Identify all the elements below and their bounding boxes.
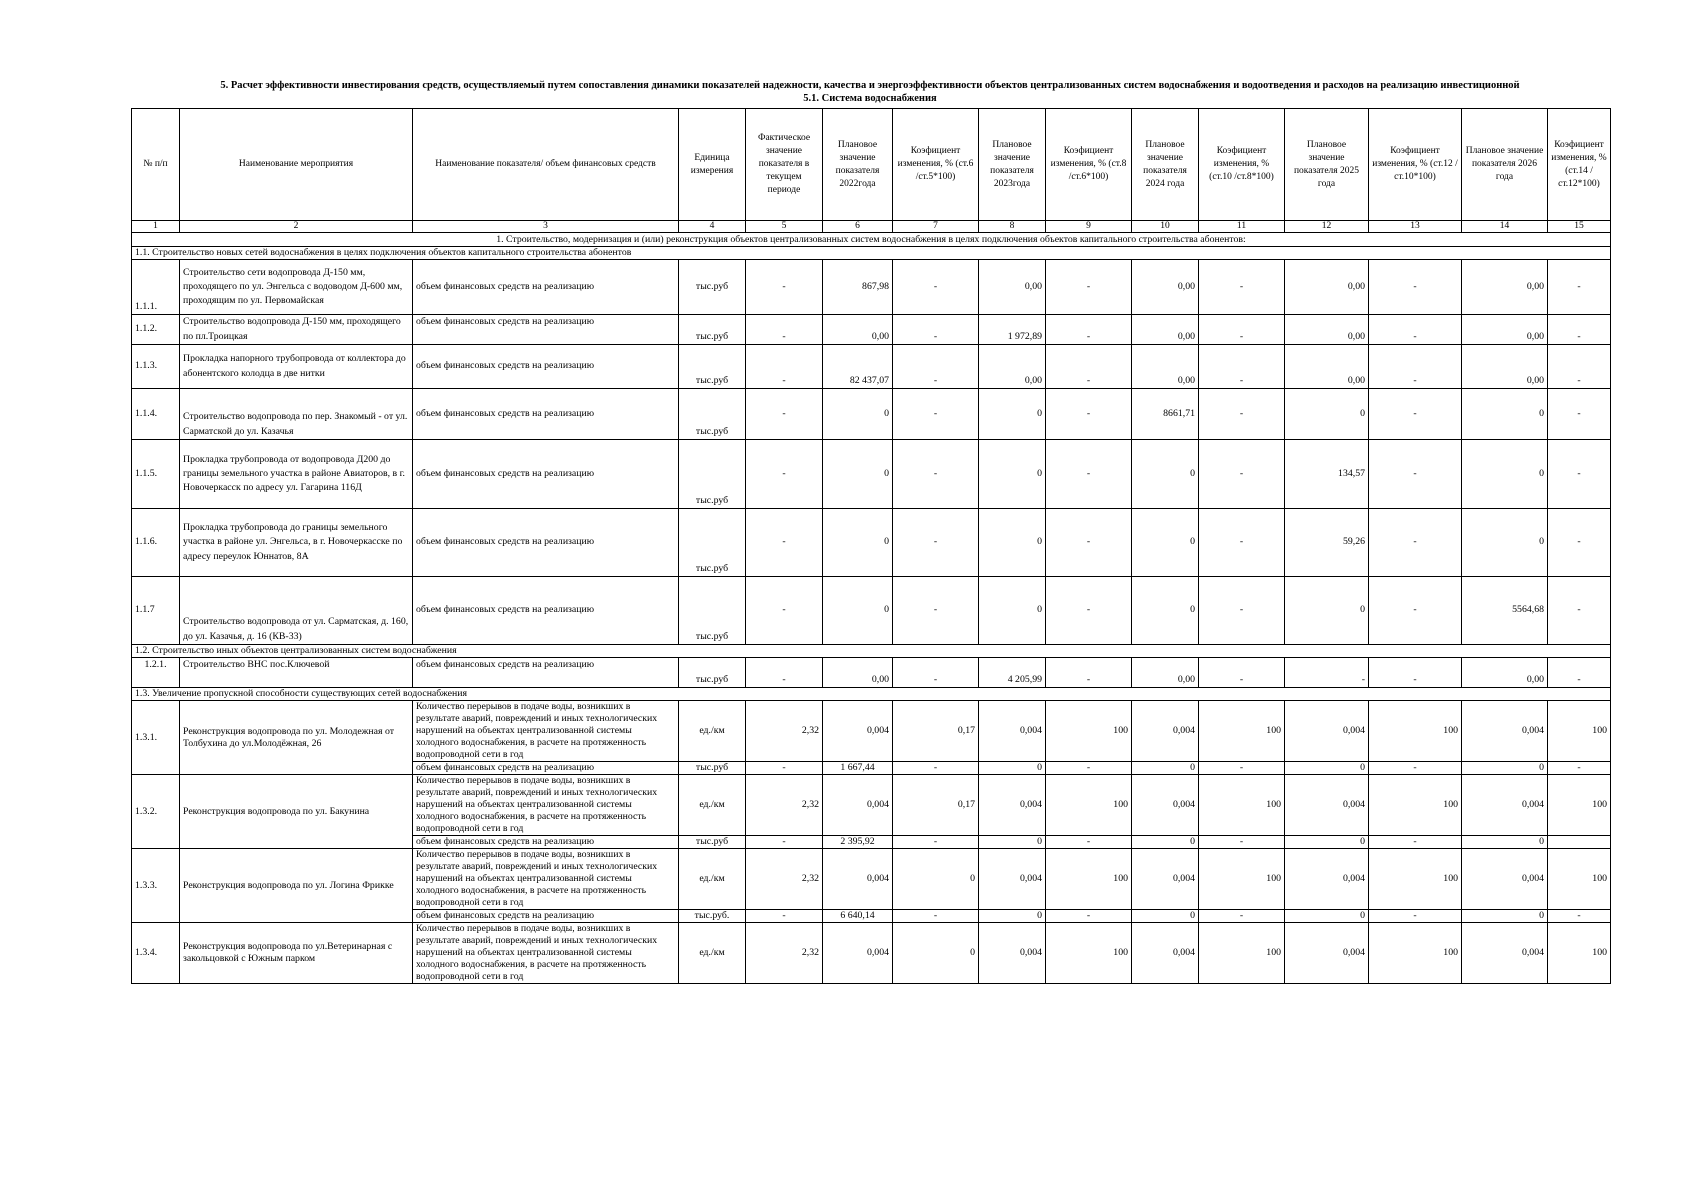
header-cell-11: Коэфициент изменения, % (ст.10 /ст.8*100) xyxy=(1199,109,1285,221)
indicator-name: Количество перерывов в подаче воды, возникших в результате аварий, повреждений и иных технологических нарушений на объектах централизованной системы холодного водоснабжения, в расчете на протяженность водопроводной сети в год xyxy=(413,775,679,836)
value-cell: 134,57 xyxy=(1285,440,1369,509)
indicator-name: объем финансовых средств на реализацию xyxy=(413,509,679,577)
value-cell: - xyxy=(1548,345,1611,389)
value-cell: 0 xyxy=(979,577,1046,645)
unit-cell: ед./км xyxy=(679,923,746,984)
unit-cell: тыс.руб xyxy=(679,762,746,775)
row-number: 1.3.1. xyxy=(132,701,180,775)
value-cell: 0 xyxy=(979,440,1046,509)
col-num: 11 xyxy=(1199,221,1285,233)
value-cell: - xyxy=(1548,440,1611,509)
value-cell: 8661,71 xyxy=(1132,389,1199,440)
value-cell: 0,004 xyxy=(1462,701,1548,762)
value-cell: - xyxy=(1548,315,1611,345)
value-cell: 0,00 xyxy=(1132,658,1199,688)
value-cell: - xyxy=(1548,910,1611,923)
value-cell: 0,004 xyxy=(979,849,1046,910)
header-cell-9: Коэфициент изменения, % (ст.8 /ст.6*100) xyxy=(1046,109,1132,221)
efficiency-table xyxy=(131,108,1611,984)
value-cell: 0,00 xyxy=(979,260,1046,315)
value-cell: - xyxy=(1199,762,1285,775)
measure-name: Прокладка напорного трубопровода от коллектора до абонентского колодца в две нитки xyxy=(180,345,413,389)
unit-cell: тыс.руб xyxy=(679,577,746,645)
value-cell: 0,00 xyxy=(979,345,1046,389)
unit-cell: ед./км xyxy=(679,775,746,836)
table-row xyxy=(132,345,1611,389)
value-cell: 0 xyxy=(979,389,1046,440)
value-cell: - xyxy=(1199,389,1285,440)
value-cell: 0,004 xyxy=(1285,775,1369,836)
unit-cell: тыс.руб. xyxy=(679,910,746,923)
unit-cell: тыс.руб xyxy=(679,658,746,688)
value-cell: 100 xyxy=(1548,775,1611,836)
value-cell: - xyxy=(1548,389,1611,440)
value-cell: - xyxy=(893,260,979,315)
table-row xyxy=(132,577,1611,645)
row-number: 1.1.4. xyxy=(132,389,180,440)
value-cell: - xyxy=(1548,577,1611,645)
unit-cell: тыс.руб xyxy=(679,345,746,389)
value-cell: - xyxy=(1369,345,1462,389)
value-cell: - xyxy=(893,658,979,688)
value-cell: - xyxy=(1046,509,1132,577)
table-row xyxy=(132,440,1611,509)
value-cell: 100 xyxy=(1548,701,1611,762)
value-cell: - xyxy=(746,345,823,389)
indicator-name: объем финансовых средств на реализацию xyxy=(413,260,679,315)
measure-name: Строительство водопровода Д-150 мм, проходящего по пл.Троицкая xyxy=(180,315,413,345)
value-cell: - xyxy=(746,836,823,849)
value-cell: 0 xyxy=(979,509,1046,577)
col-num: 15 xyxy=(1548,221,1611,233)
value-cell: 0,004 xyxy=(1462,923,1548,984)
value-cell: - xyxy=(1046,389,1132,440)
value-cell: 2,32 xyxy=(746,775,823,836)
value-cell: 82 437,07 xyxy=(823,345,893,389)
section-row xyxy=(132,233,1611,247)
col-num: 7 xyxy=(893,221,979,233)
value-cell: - xyxy=(1369,658,1462,688)
value-cell: 100 xyxy=(1369,775,1462,836)
unit-cell: тыс.руб xyxy=(679,440,746,509)
measure-name: Прокладка трубопровода от водопровода Д200 до границы земельного участка в районе Авиаторов, в г. Новочеркасск по адресу ул. Гагарина 116Д xyxy=(180,440,413,509)
value-cell: - xyxy=(1199,440,1285,509)
value-cell: 59,26 xyxy=(1285,509,1369,577)
value-cell: - xyxy=(1548,260,1611,315)
value-cell: 0,17 xyxy=(893,775,979,836)
header-cell-4: Единица измерения xyxy=(679,109,746,221)
row-number: 1.3.3. xyxy=(132,849,180,923)
value-cell: - xyxy=(1199,260,1285,315)
unit-cell: тыс.руб xyxy=(679,509,746,577)
value-cell: 0 xyxy=(979,910,1046,923)
header-cell-13: Коэфициент изменения, % (ст.12 /ст.10*100) xyxy=(1369,109,1462,221)
value-cell: 0 xyxy=(823,509,893,577)
value-cell: 0,004 xyxy=(1462,775,1548,836)
value-cell: - xyxy=(746,389,823,440)
value-cell: - xyxy=(1369,315,1462,345)
table-row xyxy=(132,509,1611,577)
table-row xyxy=(132,260,1611,315)
value-cell: - xyxy=(893,389,979,440)
unit-cell: ед./км xyxy=(679,849,746,910)
value-cell: - xyxy=(1369,577,1462,645)
value-cell: 0 xyxy=(823,577,893,645)
value-cell: 100 xyxy=(1046,775,1132,836)
value-cell: 2,32 xyxy=(746,849,823,910)
row-number: 1.1.3. xyxy=(132,345,180,389)
col-num: 5 xyxy=(746,221,823,233)
value-cell: 100 xyxy=(1199,701,1285,762)
value-cell: 100 xyxy=(1046,923,1132,984)
value-cell: 0,004 xyxy=(1285,923,1369,984)
value-cell: 0 xyxy=(1132,577,1199,645)
col-num: 1 xyxy=(132,221,180,233)
value-cell: - xyxy=(1369,440,1462,509)
column-number-row xyxy=(132,221,1611,233)
value-cell: 0,00 xyxy=(1462,658,1548,688)
value-cell: 0,17 xyxy=(893,701,979,762)
header-row xyxy=(132,109,1611,221)
value-cell: - xyxy=(893,910,979,923)
value-cell: 0 xyxy=(1132,440,1199,509)
value-cell: 0 xyxy=(1285,389,1369,440)
value-cell: 0 xyxy=(1132,509,1199,577)
value-cell: 0 xyxy=(979,836,1046,849)
col-num: 13 xyxy=(1369,221,1462,233)
value-cell: - xyxy=(746,658,823,688)
value-cell: 6 640,14 xyxy=(823,910,893,923)
value-cell: - xyxy=(893,440,979,509)
value-cell: 0,004 xyxy=(1132,701,1199,762)
row-number: 1.3.2. xyxy=(132,775,180,849)
value-cell: 0,00 xyxy=(823,315,893,345)
value-cell: 100 xyxy=(1548,923,1611,984)
value-cell: - xyxy=(1046,658,1132,688)
table-row xyxy=(132,315,1611,345)
value-cell: - xyxy=(746,260,823,315)
value-cell: 100 xyxy=(1199,775,1285,836)
unit-cell: тыс.руб xyxy=(679,315,746,345)
row-number: 1.1.5. xyxy=(132,440,180,509)
value-cell: 0 xyxy=(1285,762,1369,775)
value-cell: 0,004 xyxy=(823,775,893,836)
value-cell: - xyxy=(746,910,823,923)
value-cell: 0,00 xyxy=(823,658,893,688)
value-cell: 0 xyxy=(1285,836,1369,849)
value-cell: 0,004 xyxy=(1132,775,1199,836)
value-cell: 100 xyxy=(1199,923,1285,984)
indicator-name: объем финансовых средств на реализацию xyxy=(413,836,679,849)
value-cell xyxy=(1548,836,1611,849)
value-cell: - xyxy=(1548,509,1611,577)
indicator-name: объем финансовых средств на реализацию xyxy=(413,440,679,509)
table-row xyxy=(132,389,1611,440)
row-number: 1.1.6. xyxy=(132,509,180,577)
row-number: 1.2.1. xyxy=(132,658,180,688)
row-number: 1.1.7 xyxy=(132,577,180,645)
page-subtitle: 5.1. Система водоснабжения xyxy=(803,93,937,104)
indicator-name: объем финансовых средств на реализацию xyxy=(413,762,679,775)
value-cell: - xyxy=(893,577,979,645)
table-row xyxy=(132,701,1611,762)
value-cell: - xyxy=(1199,658,1285,688)
value-cell: 1 667,44 xyxy=(823,762,893,775)
row-number: 1.3.4. xyxy=(132,923,180,984)
value-cell: 0 xyxy=(823,389,893,440)
measure-name: Реконструкция водопровода по ул. Молодежная от Толбухина до ул.Молодёжная, 26 xyxy=(180,701,413,775)
header-cell-6: Плановое значение показателя 2022года xyxy=(823,109,893,221)
unit-cell: тыс.руб xyxy=(679,260,746,315)
value-cell: 4 205,99 xyxy=(979,658,1046,688)
value-cell: - xyxy=(1046,260,1132,315)
value-cell: 0 xyxy=(979,762,1046,775)
header-cell-3: Наименование показателя/ объем финансовых средств xyxy=(413,109,679,221)
value-cell: - xyxy=(1046,315,1132,345)
value-cell: - xyxy=(746,440,823,509)
value-cell: - xyxy=(1369,509,1462,577)
value-cell: 0,004 xyxy=(979,775,1046,836)
value-cell: - xyxy=(1369,910,1462,923)
value-cell: 0 xyxy=(1462,509,1548,577)
value-cell: 0,00 xyxy=(1132,315,1199,345)
value-cell: 867,98 xyxy=(823,260,893,315)
value-cell: 0,004 xyxy=(1132,849,1199,910)
section-heading: 1. Строительство, модернизация и (или) реконструкция объектов централизованных систем водоснабжения в целях подключения объектов капитального строительства абонентов: xyxy=(132,233,1611,247)
value-cell: - xyxy=(1369,389,1462,440)
value-cell: 0,004 xyxy=(823,701,893,762)
value-cell: 0,004 xyxy=(1285,849,1369,910)
value-cell: - xyxy=(893,509,979,577)
col-num: 2 xyxy=(180,221,413,233)
value-cell: - xyxy=(1548,762,1611,775)
unit-cell: тыс.руб xyxy=(679,389,746,440)
value-cell: - xyxy=(1548,658,1611,688)
indicator-name: Количество перерывов в подаче воды, возникших в результате аварий, повреждений и иных технологических нарушений на объектах централизованной системы холодного водоснабжения, в расчете на протяженность водопроводной сети в год xyxy=(413,701,679,762)
value-cell: 100 xyxy=(1369,701,1462,762)
value-cell: - xyxy=(1046,440,1132,509)
value-cell: 2 395,92 xyxy=(823,836,893,849)
measure-name: Реконструкция водопровода по ул. Бакунина xyxy=(180,775,413,849)
value-cell: 100 xyxy=(1046,701,1132,762)
header-cell-8: Плановое значение показателя 2023года xyxy=(979,109,1046,221)
header-cell-2: Наименование мероприятия xyxy=(180,109,413,221)
value-cell: - xyxy=(1046,762,1132,775)
value-cell: 1 972,89 xyxy=(979,315,1046,345)
header-cell-14: Плановое значение показателя 2026 года xyxy=(1462,109,1548,221)
row-number: 1.1.1. xyxy=(132,260,180,315)
header-cell-1: № п/п xyxy=(132,109,180,221)
measure-name: Прокладка трубопровода до границы земельного участка в районе ул. Энгельса, в г. Новочеркасске по адресу переулок Юннатов, 8А xyxy=(180,509,413,577)
value-cell: - xyxy=(1199,836,1285,849)
value-cell: 100 xyxy=(1046,849,1132,910)
value-cell: 0 xyxy=(1285,910,1369,923)
indicator-name: объем финансовых средств на реализацию xyxy=(413,315,679,345)
value-cell: 0,00 xyxy=(1132,260,1199,315)
indicator-name: объем финансовых средств на реализацию xyxy=(413,389,679,440)
value-cell: 2,32 xyxy=(746,701,823,762)
value-cell: 0,004 xyxy=(823,849,893,910)
value-cell: 0 xyxy=(1285,577,1369,645)
value-cell: 0,00 xyxy=(1462,315,1548,345)
value-cell: - xyxy=(893,345,979,389)
value-cell: - xyxy=(746,315,823,345)
measure-name: Строительство водопровода от ул. Сарматская, д. 160, до ул. Казачья, д. 16 (КВ-33) xyxy=(180,577,413,645)
subsection-heading: 1.1. Строительство новых сетей водоснабжения в целях подключения объектов капитального строительства абонентов xyxy=(132,247,1611,260)
value-cell: 0,00 xyxy=(1285,345,1369,389)
value-cell: - xyxy=(1369,260,1462,315)
col-num: 9 xyxy=(1046,221,1132,233)
value-cell: - xyxy=(1046,910,1132,923)
header-cell-15: Коэфициент изменения, % (ст.14 /ст.12*100) xyxy=(1548,109,1611,221)
indicator-name: объем финансовых средств на реализацию xyxy=(413,345,679,389)
value-cell: 0,00 xyxy=(1132,345,1199,389)
value-cell: - xyxy=(1199,509,1285,577)
value-cell: - xyxy=(893,836,979,849)
header-cell-10: Плановое значение показателя 2024 года xyxy=(1132,109,1199,221)
value-cell: 0,00 xyxy=(1285,260,1369,315)
indicator-name: объем финансовых средств на реализацию xyxy=(413,658,679,688)
table-row xyxy=(132,658,1611,688)
value-cell: - xyxy=(1199,577,1285,645)
value-cell: - xyxy=(1285,658,1369,688)
value-cell: 0,00 xyxy=(1462,345,1548,389)
subsection-row xyxy=(132,688,1611,701)
col-num: 8 xyxy=(979,221,1046,233)
value-cell: 100 xyxy=(1199,849,1285,910)
value-cell: 0,004 xyxy=(1462,849,1548,910)
value-cell: 0 xyxy=(1462,836,1548,849)
value-cell: 0 xyxy=(1462,440,1548,509)
value-cell: - xyxy=(1199,345,1285,389)
value-cell: 0 xyxy=(1132,910,1199,923)
unit-cell: ед./км xyxy=(679,701,746,762)
value-cell: 0 xyxy=(1462,762,1548,775)
col-num: 10 xyxy=(1132,221,1199,233)
value-cell: 0,00 xyxy=(1462,260,1548,315)
col-num: 4 xyxy=(679,221,746,233)
col-num: 6 xyxy=(823,221,893,233)
measure-name: Строительство ВНС пос.Ключевой xyxy=(180,658,413,688)
subsection-row xyxy=(132,645,1611,658)
value-cell: 0 xyxy=(823,440,893,509)
value-cell: - xyxy=(893,762,979,775)
table-row xyxy=(132,775,1611,836)
value-cell: 0,004 xyxy=(823,923,893,984)
value-cell: 0 xyxy=(1132,762,1199,775)
value-cell: 0 xyxy=(893,849,979,910)
indicator-name: Количество перерывов в подаче воды, возникших в результате аварий, повреждений и иных технологических нарушений на объектах централизованной системы холодного водоснабжения, в расчете на протяженность водопроводной сети в год xyxy=(413,849,679,910)
col-num: 14 xyxy=(1462,221,1548,233)
header-cell-5: Фактическое значение показателя в текущем периоде xyxy=(746,109,823,221)
value-cell: 0,004 xyxy=(1285,701,1369,762)
value-cell: - xyxy=(746,762,823,775)
value-cell: 100 xyxy=(1369,849,1462,910)
row-number: 1.1.2. xyxy=(132,315,180,345)
value-cell: 0 xyxy=(1132,836,1199,849)
value-cell: 5564,68 xyxy=(1462,577,1548,645)
value-cell: 0,004 xyxy=(979,923,1046,984)
value-cell: - xyxy=(1199,315,1285,345)
header-cell-12: Плановое значение показателя 2025 года xyxy=(1285,109,1369,221)
value-cell: 0 xyxy=(1462,910,1548,923)
value-cell: 0,004 xyxy=(979,701,1046,762)
col-num: 3 xyxy=(413,221,679,233)
col-num: 12 xyxy=(1285,221,1369,233)
value-cell: - xyxy=(1046,577,1132,645)
value-cell: 100 xyxy=(1548,849,1611,910)
value-cell: - xyxy=(746,509,823,577)
value-cell: - xyxy=(893,315,979,345)
subsection-row xyxy=(132,247,1611,260)
value-cell: 0 xyxy=(1462,389,1548,440)
header-cell-7: Коэфициент изменения, % (ст.6 /ст.5*100) xyxy=(893,109,979,221)
value-cell: 0,00 xyxy=(1285,315,1369,345)
value-cell: - xyxy=(1046,345,1132,389)
measure-name: Строительство сети водопровода Д-150 мм, проходящего по ул. Энгельса с водоводом Д-600 мм, проходящим по ул. Первомайская xyxy=(180,260,413,315)
measure-name: Реконструкция водопровода по ул. Логина Фрикке xyxy=(180,849,413,923)
unit-cell: тыс.руб xyxy=(679,836,746,849)
value-cell: - xyxy=(746,577,823,645)
indicator-name: объем финансовых средств на реализацию xyxy=(413,577,679,645)
value-cell: 0 xyxy=(893,923,979,984)
value-cell: 2,32 xyxy=(746,923,823,984)
value-cell: - xyxy=(1199,910,1285,923)
table-row xyxy=(132,923,1611,984)
indicator-name: объем финансовых средств на реализацию xyxy=(413,910,679,923)
page-title: 5. Расчет эффективности инвестирования средств, осуществляемый путем сопоставления динамики показателей надежности, качества и энергоэффективности объектов централизованных систем водоснабжения и водоотведения и расходов на реализацию инвестиционной xyxy=(220,80,1520,91)
measure-name: Реконструкция водопровода по ул.Ветеринарная с закольцовкой с Южным парком xyxy=(180,923,413,984)
indicator-name: Количество перерывов в подаче воды, возникших в результате аварий, повреждений и иных технологических нарушений на объектах централизованной системы холодного водоснабжения, в расчете на протяженность водопроводной сети в год xyxy=(413,923,679,984)
value-cell: - xyxy=(1369,762,1462,775)
value-cell: 100 xyxy=(1369,923,1462,984)
subsection-heading: 1.2. Строительство иных объектов централизованных систем водоснабжения xyxy=(132,645,1611,658)
value-cell: - xyxy=(1046,836,1132,849)
value-cell: 0,004 xyxy=(1132,923,1199,984)
value-cell: - xyxy=(1369,836,1462,849)
table-row xyxy=(132,849,1611,910)
measure-name: Строительство водопровода по пер. Знакомый - от ул. Сарматской до ул. Казачья xyxy=(180,389,413,440)
subsection-heading: 1.3. Увеличение пропускной способности существующих сетей водоснабжения xyxy=(132,688,1611,701)
